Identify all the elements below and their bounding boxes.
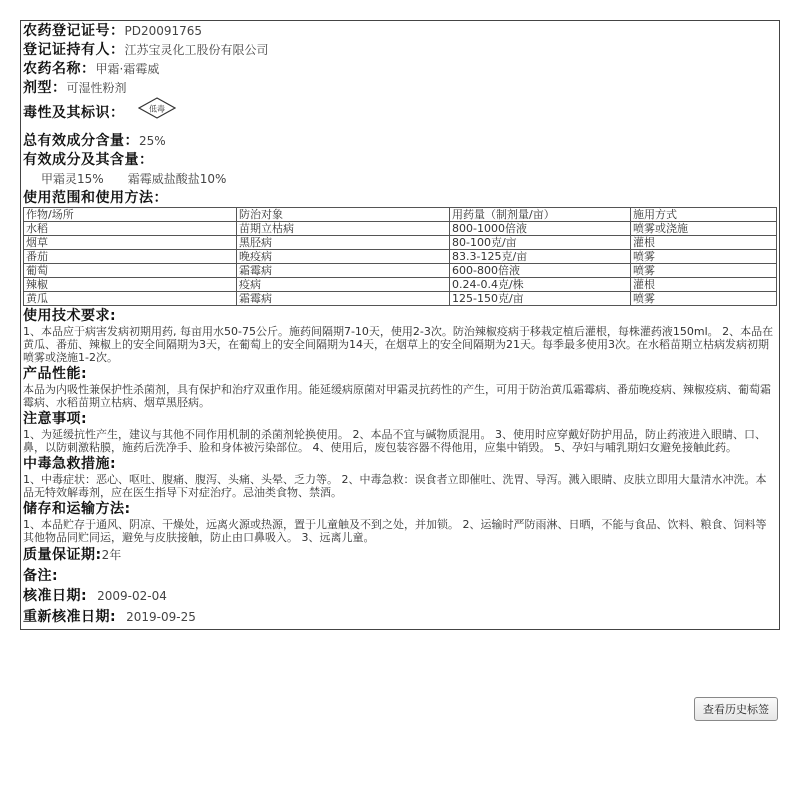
table-cell: 喷雾 (631, 264, 777, 278)
table-cell: 灌根 (631, 236, 777, 250)
holder-row (23, 40, 777, 59)
table-header-cell: 施用方式 (631, 208, 777, 222)
toxicity-label: 毒性及其标识： (23, 105, 125, 121)
table-cell: 83.3-125克/亩 (450, 250, 631, 264)
table-cell: 霜霉病 (237, 292, 450, 306)
tech-requirements-header (23, 306, 777, 325)
table-header-cell: 用药量（制剂量/亩） (450, 208, 631, 222)
tech-requirements-text: 1、本品应于病害发病初期用药, 每亩用水50-75公斤。施药间隔期7-10天，使用2-3次。防治辣椒疫病于移栽定植后灌根，每株灌药液150ml。 2、本品在黄瓜、番茄、辣椒上的安全间隔期为3天，在葡萄上的安全间隔期为14天，在烟草上的安全间隔期为21天。每季最多使用3次。在水稻苗期立枯病发病初期喷雾或浇施1-2次。 (23, 325, 774, 364)
product-name-row (23, 59, 777, 78)
performance-label: 产品性能: (23, 366, 88, 382)
table-cell: 霜霉病 (237, 264, 450, 278)
total-content-value: 25% (139, 134, 166, 148)
table-cell: 水稻 (24, 222, 237, 236)
formulation-value: 可湿性粉剂 (66, 81, 127, 95)
performance-text: 本品为内吸性兼保护性杀菌剂，具有保护和治疗双重作用。能延缓病原菌对甲霜灵抗药性的产生，可用于防治黄瓜霜霉病、番茄晚疫病、辣椒疫病、葡萄霜霉病、水稻苗期立枯病、烟草黑胫病。 (23, 383, 771, 409)
view-history-label-button[interactable]: 查看历史标签 (694, 697, 778, 721)
table-cell: 0.24-0.4克/株 (450, 278, 631, 292)
usage-table (23, 207, 777, 306)
usage-header-row (23, 188, 777, 207)
ingredient-item: 霜霉威盐酸盐10% (127, 172, 227, 186)
table-cell: 黑胫病 (237, 236, 450, 250)
table-cell: 600-800倍液 (450, 264, 631, 278)
table-row (24, 222, 777, 236)
usage-label: 使用范围和使用方法： (23, 190, 168, 206)
table-row (24, 264, 777, 278)
label-panel (20, 20, 780, 630)
table-row (24, 250, 777, 264)
remark-label: 备注: (23, 568, 59, 584)
table-cell: 葡萄 (24, 264, 237, 278)
table-cell: 灌根 (631, 278, 777, 292)
quality-period-row (23, 544, 777, 565)
quality-period-value: 2年 (101, 548, 122, 562)
ingredients-header-row (23, 150, 777, 169)
product-name-value: 甲霜·霜霉威 (95, 62, 160, 76)
approval-date-label: 核准日期: (23, 588, 88, 604)
notes-text: 1、为延缓抗性产生，建议与其他不同作用机制的杀菌剂轮换使用。 2、本品不宜与碱物质混用。 3、使用时应穿戴好防护用品，防止药液进入眼睛、口、鼻，以防刺激粘膜，施药后洗净手、脸和身体被污染部位。 4、使用后，废包装容器不得他用，应集中销毁。 5、孕妇与哺乳期妇女避免接触此药。 (23, 428, 766, 454)
storage-text: 1、本品贮存于通风、阴凉、干燥处，远离火源或热源，置于儿童触及不到之处，并加锁。 2、运输时严防雨淋、日晒，不能与食品、饮料、粮食、饲料等其他物品同贮同运，避免与皮肤接触，防止由口鼻吸入。 3、远离儿童。 (23, 518, 767, 544)
total-content-label: 总有效成分含量： (23, 133, 139, 149)
tech-requirements-label: 使用技术要求: (23, 308, 117, 324)
table-cell: 喷雾 (631, 250, 777, 264)
toxicity-badge-text: 低毒 (148, 104, 165, 114)
table-cell: 800-1000倍液 (450, 222, 631, 236)
approval-date-value: 2009-02-04 (97, 589, 167, 603)
table-cell: 80-100克/亩 (450, 236, 631, 250)
toxicity-row (23, 97, 777, 125)
storage-label: 储存和运输方法: (23, 501, 131, 517)
holder-value: 江苏宝灵化工股份有限公司 (124, 43, 269, 57)
ingredient-item: 甲霜灵15% (41, 172, 104, 186)
reapproval-date-label: 重新核准日期: (23, 609, 117, 625)
notes-header (23, 409, 777, 428)
first-aid-header (23, 454, 777, 473)
product-name-label: 农药名称： (23, 61, 96, 77)
registration-number-row (23, 21, 777, 40)
registration-number-label: 农药登记证号： (23, 23, 125, 39)
performance-header (23, 364, 777, 383)
quality-period-label: 质量保证期: (23, 547, 102, 563)
ingredients-label: 有效成分及其含量： (23, 152, 154, 168)
table-cell: 番茄 (24, 250, 237, 264)
reapproval-date-value: 2019-09-25 (126, 610, 196, 624)
table-row (24, 236, 777, 250)
table-cell: 喷雾 (631, 292, 777, 306)
table-header-row (24, 208, 777, 222)
table-cell: 辣椒 (24, 278, 237, 292)
table-header-cell: 作物/场所 (24, 208, 237, 222)
table-cell: 晚疫病 (237, 250, 450, 264)
table-cell: 喷雾或浇施 (631, 222, 777, 236)
ingredients-list (23, 169, 777, 188)
storage-header (23, 499, 777, 518)
registration-number-value: PD20091765 (124, 24, 203, 38)
first-aid-text: 1、中毒症状：恶心、呕吐、腹痛、腹泻、头痛、头晕、乏力等。 2、中毒急救：误食者立即催吐、洗胃、导泻。溅入眼睛、皮肤立即用大量清水冲洗。本品无特效解毒剂，应在医生指导下对症治疗。忌油类食物、禁酒。 (23, 473, 767, 499)
table-cell: 烟草 (24, 236, 237, 250)
notes-label: 注意事项: (23, 411, 88, 427)
first-aid-label: 中毒急救措施: (23, 456, 117, 472)
total-content-row (23, 131, 777, 150)
table-header-cell: 防治对象 (237, 208, 450, 222)
table-cell: 苗期立枯病 (237, 222, 450, 236)
table-cell: 黄瓜 (24, 292, 237, 306)
approval-date-row (23, 585, 777, 606)
formulation-label: 剂型： (23, 80, 67, 96)
holder-label: 登记证持有人： (23, 42, 125, 58)
table-cell: 疫病 (237, 278, 450, 292)
table-cell: 125-150克/亩 (450, 292, 631, 306)
formulation-row (23, 78, 777, 97)
table-row (24, 292, 777, 306)
remark-row (23, 565, 777, 585)
reapproval-date-row (23, 606, 777, 627)
low-toxicity-diamond-icon (138, 97, 176, 128)
table-row (24, 278, 777, 292)
